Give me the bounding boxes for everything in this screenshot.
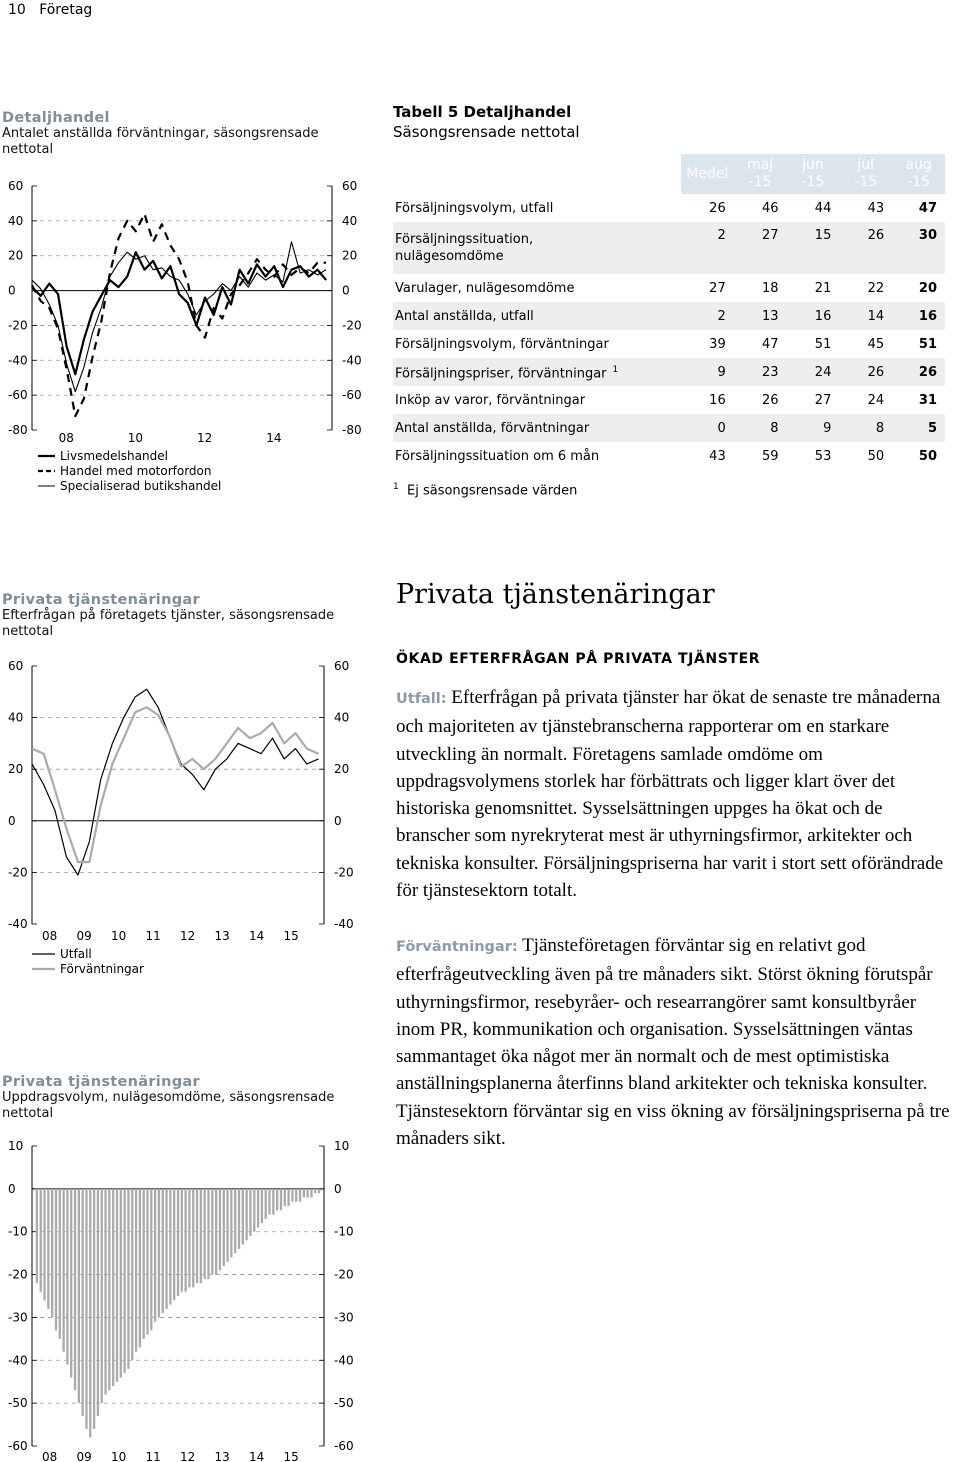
table-row-label: Försäljningssituation om 6 mån: [395, 448, 600, 464]
y-tick-label-right: -60: [334, 1439, 354, 1453]
bar: [287, 1189, 289, 1206]
y-tick-label-right: -30: [334, 1310, 354, 1325]
bar: [78, 1189, 80, 1403]
bar: [104, 1189, 106, 1395]
bar: [127, 1189, 129, 1369]
bar: [143, 1189, 145, 1339]
bar: [162, 1189, 164, 1313]
table-header-row: [393, 154, 945, 194]
bar: [82, 1189, 84, 1416]
x-tick-label: 08: [42, 1450, 58, 1462]
legend-label: Handel med motorfordon: [60, 464, 212, 478]
bar: [55, 1189, 57, 1330]
table-row: [393, 442, 945, 470]
table-row: [393, 222, 945, 274]
series-line-1: [32, 707, 319, 862]
bar: [219, 1189, 221, 1270]
y-tick-label-left: -60: [8, 1439, 28, 1453]
table-cell: 16: [892, 302, 945, 330]
table-cell: 59: [761, 448, 779, 464]
table-header-cell: maj -15: [734, 154, 787, 194]
bar: [196, 1189, 198, 1283]
y-tick-label-right: -60: [342, 388, 362, 403]
bar: [207, 1189, 209, 1279]
bar: [93, 1189, 95, 1429]
y-tick-label-left: 0: [8, 813, 16, 828]
y-tick-label-right: 20: [334, 762, 350, 777]
y-tick-label-left: -60: [8, 388, 28, 403]
bar: [257, 1189, 259, 1228]
x-tick-label: 14: [249, 929, 265, 943]
bar: [265, 1189, 267, 1219]
bar: [261, 1189, 263, 1223]
bar: [123, 1189, 125, 1373]
y-tick-label-right: 20: [342, 248, 358, 263]
table-row: [393, 302, 945, 330]
table-cell: 26: [761, 392, 779, 408]
table-cell: 8: [839, 414, 892, 442]
bar: [154, 1189, 156, 1322]
table-row-label: Antal anställda, förväntningar: [393, 414, 681, 442]
y-tick-label-left: -30: [8, 1310, 28, 1325]
page-section: Företag: [39, 2, 93, 18]
table-cell: 24: [787, 358, 840, 386]
x-tick-label: 12: [197, 431, 213, 445]
y-tick-label-right: -50: [334, 1396, 354, 1411]
bar: [158, 1189, 160, 1318]
chart2-header: [2, 592, 362, 640]
y-tick-label-left: 40: [8, 710, 24, 725]
bar: [59, 1189, 61, 1339]
table-row-label: Försäljningspriser, förväntningar $^1$: [393, 358, 681, 386]
y-tick-label-left: -20: [8, 865, 28, 880]
bar: [131, 1189, 133, 1360]
chart1-header: [2, 110, 362, 158]
bar: [234, 1189, 236, 1253]
table-title: Tabell 5 Detaljhandel: [393, 103, 572, 121]
bar: [188, 1189, 190, 1288]
x-tick-label: 08: [42, 929, 58, 943]
bar: [173, 1189, 175, 1300]
x-tick-label: 11: [145, 1450, 161, 1462]
x-tick-label: 14: [249, 1450, 265, 1462]
bar: [223, 1189, 225, 1266]
bar: [40, 1189, 42, 1292]
bar: [74, 1189, 76, 1390]
paragraph-forvantningar: [396, 932, 958, 1152]
table-header-blank: [393, 154, 681, 194]
table-row: [393, 194, 945, 222]
bar: [66, 1189, 68, 1365]
bar: [318, 1189, 320, 1193]
bar: [135, 1189, 137, 1352]
paragraph-lead-utfall: Utfall:: [396, 691, 447, 707]
page-header: [8, 2, 92, 18]
table-row-label: Försäljningssituation, nulägesomdöme: [393, 222, 681, 274]
table-cell: 23: [734, 358, 787, 386]
y-tick-label-right: -20: [334, 865, 354, 880]
series-line-1: [32, 214, 326, 416]
table-cell: 27: [814, 392, 832, 408]
x-tick-label: 15: [283, 1450, 299, 1462]
bar: [268, 1189, 270, 1215]
table-row-label: Försäljningsvolym, utfall: [395, 200, 554, 216]
bar: [165, 1189, 167, 1309]
table-cell: 43: [867, 200, 885, 216]
chart2-subtitle: Efterfrågan på företagets tjänster, säsongsrensade nettotal: [2, 608, 335, 639]
bar: [276, 1189, 278, 1210]
bar: [314, 1189, 316, 1193]
x-tick-label: 13: [214, 929, 230, 943]
series-line-0: [32, 689, 319, 875]
paragraph-body-utfall: Efterfrågan på privata tjänster har ökat de senaste tre månaderna och majoriteten av tjänstebranscherna rapporterar om en starkare utveckling än normalt. Företagens samlade omdöme om uppdragsvolymens storlek har förbättrats och ligger klart över det historiska genomsnittet. Sysselsättningen uppges ha ökat och de branscher som nyrekryterat mest är uthyrningsfirmor, arkitekter och tekniska konsulter. Försäljningspriserna har varit i stort sett oförändrade för tjänstesektorn totalt.: [396, 687, 944, 902]
chart2-svg: [0, 650, 370, 990]
paragraph-body-forvantningar: Tjänsteföretagen förväntar sig en relativt god efterfrågeutveckling även på tre månaders sikt. Störst ökning förutspår uthyrningsfirmor, resebyråer- och researrangörer samt konsultbyråer inom PR, kommunikation och organisation. Sysselsättningen väntas sammantaget öka något mer än normalt och de mest optimistiska anställningsplanerna återfinns bland arkitekter och tekniska konsulter. Tjänstesektorn förväntar sig en viss ökning av försäljningspriserna på tre månaders sikt.: [396, 935, 950, 1150]
y-tick-label-right: 40: [334, 710, 350, 725]
x-tick-label: 10: [127, 431, 144, 445]
x-tick-label: 13: [214, 1450, 230, 1462]
bar: [150, 1189, 152, 1330]
chart3: [0, 1134, 370, 1462]
bar: [295, 1189, 297, 1202]
table-cell: 21: [814, 280, 832, 296]
table-cell: 26: [839, 358, 892, 386]
table-row: [393, 330, 945, 358]
x-tick-label: 08: [58, 431, 74, 445]
bar: [226, 1189, 228, 1262]
table-cell: 18: [761, 280, 779, 296]
table-cell: 51: [814, 336, 832, 352]
series-line-0: [32, 252, 326, 374]
table-row-label: Inköp av varor, förväntningar: [395, 392, 586, 408]
table-cell: 26: [839, 222, 892, 274]
table-cell: 47: [761, 336, 779, 352]
table-row-label: Försäljningsvolym, förväntningar: [395, 336, 609, 352]
paragraph-lead-forvantningar: Förväntningar:: [396, 939, 518, 955]
x-tick-label: 09: [76, 929, 92, 943]
footnote-mark: 1: [393, 482, 399, 492]
bar: [253, 1189, 255, 1232]
bar: [215, 1189, 217, 1275]
x-tick-label: 10: [111, 929, 127, 943]
table-cell: 45: [867, 336, 885, 352]
table-footnote: [393, 482, 945, 498]
table-cell: 31: [918, 392, 937, 408]
table-cell: 26: [892, 358, 945, 386]
bar: [299, 1189, 301, 1202]
table-row: [393, 358, 945, 386]
chart3-title: Privata tjänstenäringar: [2, 1074, 200, 1090]
bar: [108, 1189, 110, 1390]
table-cell: 13: [734, 302, 787, 330]
table-cell: 51: [918, 336, 937, 352]
y-tick-label-left: 40: [8, 213, 24, 228]
table-subtitle: Säsongsrensade nettotal: [393, 123, 580, 141]
y-tick-label-left: 60: [8, 179, 24, 193]
table-cell: 27: [734, 222, 787, 274]
bar: [184, 1189, 186, 1292]
bar: [200, 1189, 202, 1283]
bar: [47, 1189, 49, 1309]
table-cell: 14: [839, 302, 892, 330]
legend-label: Förväntningar: [60, 962, 144, 976]
table-cell: 43: [709, 448, 726, 464]
table-cell: 9: [787, 414, 840, 442]
table-cell: 9: [681, 358, 734, 386]
chart1-title: Detaljhandel: [2, 110, 110, 126]
chart3-subtitle: Uppdragsvolym, nulägesomdöme, säsongsrensade nettotal: [2, 1090, 335, 1121]
x-tick-label: 09: [76, 1450, 92, 1462]
chart3-svg: [0, 1134, 370, 1462]
y-tick-label-right: -10: [334, 1224, 354, 1239]
y-tick-label-left: -50: [8, 1396, 28, 1411]
table-header-cell: aug -15: [892, 154, 945, 194]
bar: [70, 1189, 72, 1378]
bar: [291, 1189, 293, 1202]
bar: [204, 1189, 206, 1279]
table-cell: 8: [734, 414, 787, 442]
y-tick-label-left: -40: [8, 353, 28, 368]
legend-label: Livsmedelshandel: [60, 449, 168, 463]
table-cell: 39: [709, 336, 726, 352]
table-cell: 16: [787, 302, 840, 330]
table-row: [393, 414, 945, 442]
table-cell: 53: [814, 448, 832, 464]
bar: [139, 1189, 141, 1348]
table5-grid: [393, 154, 945, 470]
bar: [246, 1189, 248, 1240]
legend-label: Utfall: [60, 947, 92, 961]
table-row-label: Antal anställda, utfall: [393, 302, 681, 330]
y-tick-label-right: -20: [342, 318, 362, 333]
legend-label: Specialiserad butikshandel: [60, 479, 222, 493]
table-cell: 30: [892, 222, 945, 274]
x-tick-label: 12: [180, 929, 196, 943]
y-tick-label-left: 60: [8, 659, 24, 673]
bar: [242, 1189, 244, 1245]
bar: [36, 1189, 38, 1283]
table-header-cell: jun -15: [787, 154, 840, 194]
y-tick-label-right: 60: [342, 179, 358, 193]
bar: [112, 1189, 114, 1386]
table-cell: 24: [867, 392, 885, 408]
y-tick-label-right: 0: [342, 283, 350, 298]
x-tick-label: 15: [283, 929, 299, 943]
table-cell: 44: [814, 200, 832, 216]
y-tick-label-left: -40: [8, 1353, 28, 1368]
y-tick-label-right: -80: [342, 423, 362, 437]
table-cell: 20: [918, 280, 937, 296]
y-tick-label-right: -40: [334, 917, 354, 931]
x-tick-label: 12: [180, 1450, 196, 1462]
y-tick-label-right: 0: [334, 1181, 342, 1196]
bar: [181, 1189, 183, 1292]
chart3-header: [2, 1074, 362, 1122]
bar: [284, 1189, 286, 1206]
bar: [85, 1189, 87, 1429]
table-row-label: Varulager, nulägesomdöme: [395, 280, 575, 296]
bar: [51, 1189, 53, 1318]
y-tick-label-left: -10: [8, 1224, 28, 1239]
x-tick-label: 10: [111, 1450, 127, 1462]
y-tick-label-left: -80: [8, 423, 28, 437]
y-tick-label-left: 0: [8, 1181, 16, 1196]
chart1: [0, 170, 370, 510]
table-header-cell: Medel: [681, 154, 734, 194]
table-cell: 22: [867, 280, 885, 296]
section-caps-heading: ÖKAD EFTERFRÅGAN PÅ PRIVATA TJÄNSTER: [396, 651, 761, 667]
table-cell: 0: [681, 414, 734, 442]
bar: [230, 1189, 232, 1258]
y-tick-label-left: 20: [8, 762, 24, 777]
bar: [238, 1189, 240, 1249]
table-row: [393, 386, 945, 414]
bar: [272, 1189, 274, 1215]
table-cell: 50: [918, 448, 937, 464]
bar: [192, 1189, 194, 1288]
table-row: [393, 274, 945, 302]
section-heading: Privata tjänstenäringar: [396, 579, 715, 610]
y-tick-label-right: 10: [334, 1139, 350, 1153]
bar: [177, 1189, 179, 1296]
bar: [249, 1189, 251, 1236]
bar: [169, 1189, 171, 1305]
y-tick-label-left: -20: [8, 318, 28, 333]
bar: [211, 1189, 213, 1275]
y-tick-label-right: 40: [342, 213, 358, 228]
table-cell: 50: [867, 448, 885, 464]
bar: [120, 1189, 122, 1378]
bar: [62, 1189, 64, 1352]
y-tick-label-right: 0: [334, 813, 342, 828]
bar: [280, 1189, 282, 1210]
paragraph-utfall: [396, 684, 958, 904]
table-cell: 27: [709, 280, 726, 296]
bar: [89, 1189, 91, 1438]
table-header-cell: jul -15: [839, 154, 892, 194]
bar: [310, 1189, 312, 1198]
bar: [146, 1189, 148, 1335]
table-cell: 2: [681, 222, 734, 274]
y-tick-label-right: -20: [334, 1267, 354, 1282]
table-cell: 47: [918, 200, 937, 216]
chart1-svg: [0, 170, 370, 510]
x-tick-label: 14: [266, 431, 282, 445]
table5: [393, 102, 945, 498]
y-tick-label-right: -40: [342, 353, 362, 368]
bar: [43, 1189, 45, 1300]
x-tick-label: 11: [145, 929, 161, 943]
bar: [307, 1189, 309, 1198]
bar: [97, 1189, 99, 1416]
y-tick-label-right: 60: [334, 659, 350, 673]
table-cell: 16: [709, 392, 726, 408]
y-tick-label-left: 20: [8, 248, 24, 263]
table-cell: 15: [787, 222, 840, 274]
footnote-text: Ej säsongsrensade värden: [407, 483, 578, 499]
chart2: [0, 650, 370, 990]
bar: [116, 1189, 118, 1382]
y-tick-label-left: 0: [8, 283, 16, 298]
bar: [303, 1189, 305, 1198]
chart1-subtitle: Antalet anställda förväntningar, säsongsrensade nettotal: [2, 126, 319, 157]
y-tick-label-left: -40: [8, 917, 28, 931]
page-number: 10: [8, 2, 26, 18]
table-cell: 2: [681, 302, 734, 330]
bar: [101, 1189, 103, 1403]
y-tick-label-right: -40: [334, 1353, 354, 1368]
table-cell: 46: [761, 200, 779, 216]
chart2-title: Privata tjänstenäringar: [2, 592, 200, 608]
table-cell: 26: [709, 200, 726, 216]
y-tick-label-left: 10: [8, 1139, 24, 1153]
table-cell: 5: [892, 414, 945, 442]
y-tick-label-left: -20: [8, 1267, 28, 1282]
